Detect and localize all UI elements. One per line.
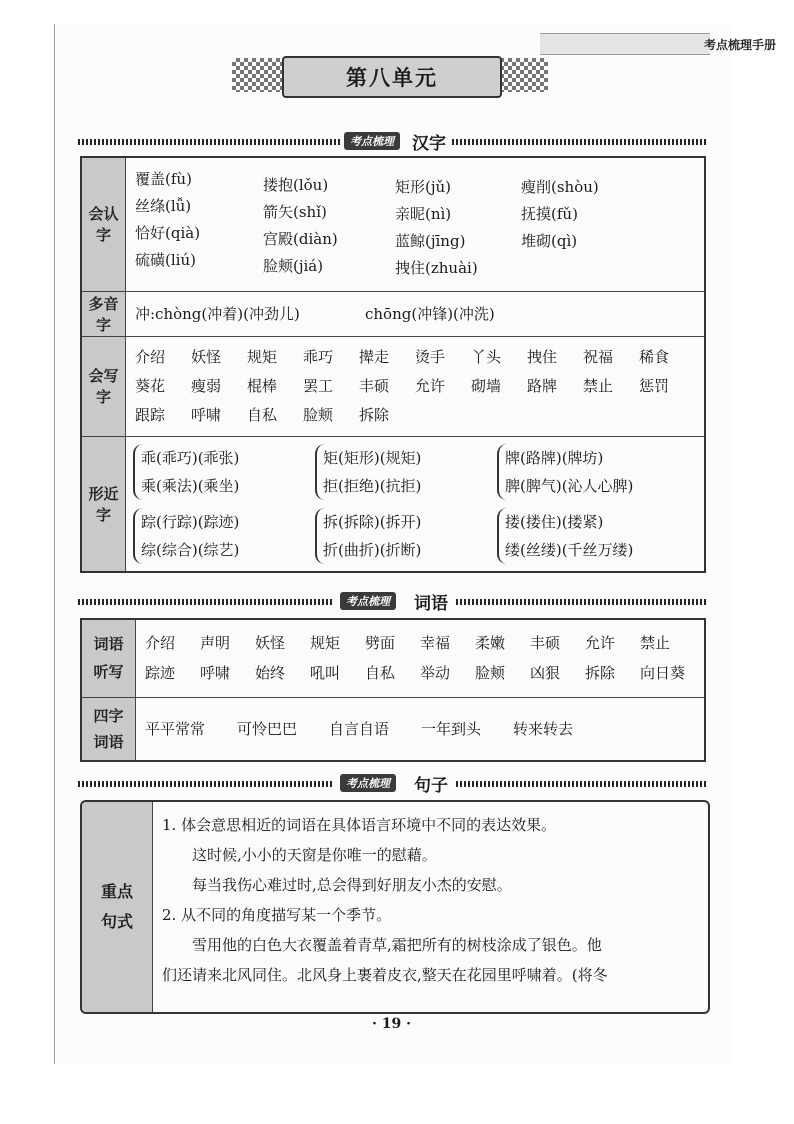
- word-item: 转来转去: [513, 719, 574, 738]
- polyphone-item: chōng(冲锋)(冲洗): [365, 304, 495, 323]
- tingxie-rows: [137, 624, 703, 692]
- word-item: 葵花: [135, 376, 166, 395]
- word-item: 蓝鲸(jīng): [395, 232, 466, 251]
- dash-line-right: [456, 781, 706, 787]
- word-item: 丰硕: [530, 634, 561, 653]
- word-item: 乖巧: [303, 347, 334, 366]
- similar-char-item: 拆(拆除)(拆开): [323, 512, 422, 531]
- page-number: · 19 ·: [372, 1016, 411, 1032]
- word-item: 举动: [420, 664, 451, 683]
- word-item: 允许: [585, 634, 616, 653]
- word-item: 惩罚: [639, 376, 670, 395]
- similar-char-item: 乖(乖巧)(乖张): [141, 448, 240, 467]
- example-sentence: 这时候,小小的天窗是你唯一的慰藉。: [192, 846, 437, 864]
- word-item: 禁止: [583, 376, 614, 395]
- dash-line-left: [78, 139, 340, 145]
- word-item: 棍棒: [247, 376, 278, 395]
- word-item: 堆砌(qì): [521, 232, 578, 251]
- word-item: 覆盖(fù): [135, 170, 192, 189]
- sentence-box: [80, 800, 710, 1014]
- word-item: 硫磺(liú): [135, 251, 196, 270]
- dash-line-left: [78, 599, 334, 605]
- word-item: 允许: [415, 376, 446, 395]
- word-item: 拽住: [527, 347, 558, 366]
- word-item: 呼啸: [200, 664, 231, 683]
- word-item: 砌墙: [471, 376, 502, 395]
- similar-char-item: 缕(丝缕)(千丝万缕): [505, 540, 634, 559]
- row-label-huixiezi: 会写字: [81, 336, 126, 436]
- similar-char-item: 拒(拒绝)(抗拒): [323, 476, 422, 495]
- huirenzi-col: [263, 166, 395, 282]
- word-item: 禁止: [640, 634, 671, 653]
- hanzi-table: [80, 156, 706, 573]
- similar-char-item: 踪(行踪)(踪迹): [141, 512, 240, 531]
- word-item: 脸颊: [303, 405, 334, 424]
- word-item: 介绍: [145, 634, 176, 653]
- word-item: 路牌: [527, 376, 558, 395]
- section-badge: 考点梳理: [340, 592, 396, 610]
- similar-char-item: 搂(搂住)(搂紧): [505, 512, 604, 531]
- word-item: 踪迹: [145, 664, 176, 683]
- word-row: [135, 372, 695, 401]
- sizi-cell: [136, 697, 706, 761]
- row-label-sizi: [81, 697, 136, 761]
- similar-char-item: 综(综合)(综艺): [141, 540, 240, 559]
- word-item: 宫殿(diàn): [263, 230, 338, 249]
- sentence-body: [162, 810, 700, 990]
- word-item: 恰好(qià): [135, 224, 201, 243]
- similar-char-item: 乘(乘法)(乘坐): [141, 476, 240, 495]
- section-title: 汉字: [412, 134, 446, 154]
- word-row: [145, 658, 695, 688]
- example-sentence: 每当我伤心难过时,总会得到好朋友小杰的安慰。: [192, 876, 512, 894]
- word-item: 自言自语: [329, 719, 390, 738]
- similar-char-group: [133, 444, 301, 500]
- word-item: 吼叫: [310, 664, 341, 683]
- word-item: 凶狠: [530, 664, 561, 683]
- section-title: 句子: [414, 776, 448, 796]
- word-item: 瘦削(shòu): [521, 178, 599, 197]
- huixiezi-cell: [126, 336, 706, 436]
- word-item: 脸颊(jiá): [263, 257, 324, 276]
- word-item: 自私: [365, 664, 396, 683]
- word-item: 矩形(jǔ): [395, 178, 452, 197]
- label-line: 重点: [100, 882, 133, 901]
- sentence-point: 1. 体会意思相近的词语在具体语言环境中不同的表达效果。: [162, 816, 557, 834]
- section-title: 词语: [414, 594, 448, 614]
- word-item: 自私: [247, 405, 278, 424]
- huirenzi-col: [521, 166, 641, 282]
- xingjinzi-cell: [126, 436, 706, 572]
- word-item: 撵走: [359, 347, 390, 366]
- similar-char-group: [497, 508, 675, 564]
- word-item: 规矩: [310, 634, 341, 653]
- sentence-label: [82, 802, 153, 1012]
- word-item: 罢工: [303, 376, 334, 395]
- word-row: [135, 343, 695, 372]
- duoyinzi-cell: [126, 291, 706, 336]
- huirenzi-cell: [126, 157, 706, 291]
- word-item: 祝福: [583, 347, 614, 366]
- section-head-juzi: [78, 772, 706, 794]
- row-label-tingxie: [81, 619, 136, 697]
- polyphone-item: 冲:chòng(冲着)(冲劲儿): [135, 304, 300, 323]
- section-badge: 考点梳理: [344, 132, 400, 150]
- word-item: 平平常常: [145, 719, 206, 738]
- word-row: [135, 401, 695, 430]
- word-item: 跟踪: [135, 405, 166, 424]
- unit-title: 第八单元: [282, 56, 502, 98]
- word-item: 抚摸(fǔ): [521, 205, 578, 224]
- section-head-hanzi: [78, 130, 706, 152]
- similar-char-item: 牌(路牌)(牌坊): [505, 448, 604, 467]
- example-sentence: 雪用他的白色大衣覆盖着青草,霜把所有的树枝涂成了银色。他: [192, 936, 602, 954]
- label-line: 句式: [100, 912, 133, 931]
- word-item: 亲昵(nì): [395, 205, 452, 224]
- word-item: 箭矢(shǐ): [263, 203, 327, 222]
- word-item: 烫手: [415, 347, 446, 366]
- huirenzi-col: [135, 166, 263, 282]
- sizi-row: [137, 711, 703, 747]
- word-item: 向日葵: [640, 664, 686, 683]
- word-item: 搂抱(lǒu): [263, 176, 329, 195]
- word-item: 声明: [200, 634, 231, 653]
- word-item: 拆除: [585, 664, 616, 683]
- word-item: 一年到头: [421, 719, 482, 738]
- dash-line-right: [456, 599, 706, 605]
- word-item: 介绍: [135, 347, 166, 366]
- label-line: 词语: [93, 732, 124, 751]
- header-bar: [540, 33, 710, 55]
- row-label-xingjinzi: 形近字: [81, 436, 126, 572]
- word-item: 规矩: [247, 347, 278, 366]
- label-line: 听写: [93, 663, 124, 682]
- similar-char-group: [133, 508, 301, 564]
- similar-char-item: 矩(矩形)(规矩): [323, 448, 422, 467]
- section-badge: 考点梳理: [340, 774, 396, 792]
- word-item: 丰硕: [359, 376, 390, 395]
- word-item: 脸颊: [475, 664, 506, 683]
- similar-char-group: [315, 444, 483, 500]
- word-item: 幸福: [420, 634, 451, 653]
- huixiezi-rows: [127, 339, 703, 434]
- similar-char-group: [315, 508, 483, 564]
- word-item: 瘦弱: [191, 376, 222, 395]
- row-label-duoyinzi: 多音字: [81, 291, 126, 336]
- label-line: 词语: [93, 635, 124, 654]
- header-title: 考点梳理手册: [703, 38, 776, 52]
- word-item: 呼啸: [191, 405, 222, 424]
- section-head-ciyu: [78, 590, 706, 612]
- label-line: 四字: [93, 706, 124, 725]
- word-item: 丫头: [471, 347, 502, 366]
- example-sentence: 们还请来北风同住。北风身上裹着皮衣,整天在花园里呼啸着。(将冬: [162, 966, 608, 984]
- word-item: 拽住(zhuài): [395, 259, 478, 278]
- word-item: 可怜巴巴: [237, 719, 298, 738]
- word-item: 柔嫩: [475, 634, 506, 653]
- row-label-huirenzi: 会认字: [81, 157, 126, 291]
- word-item: 拆除: [359, 405, 390, 424]
- unit-title-banner: [232, 54, 548, 96]
- word-row: [145, 628, 695, 658]
- similar-char-item: 折(曲折)(折断): [323, 540, 422, 559]
- ciyu-table: [80, 618, 706, 762]
- dash-line-right: [452, 139, 706, 145]
- dash-line-left: [78, 781, 334, 787]
- sentence-point: 2. 从不同的角度描写某一个季节。: [162, 906, 392, 924]
- tingxie-cell: [136, 619, 706, 697]
- similar-char-item: 脾(脾气)(沁人心脾): [505, 476, 634, 495]
- word-item: 妖怪: [191, 347, 222, 366]
- word-item: 始终: [255, 664, 286, 683]
- word-item: 稀食: [639, 347, 670, 366]
- similar-char-group: [497, 444, 675, 500]
- word-item: 劈面: [365, 634, 396, 653]
- word-item: 妖怪: [255, 634, 286, 653]
- huirenzi-col: [395, 166, 521, 282]
- word-item: 丝绦(lǚ): [135, 197, 192, 216]
